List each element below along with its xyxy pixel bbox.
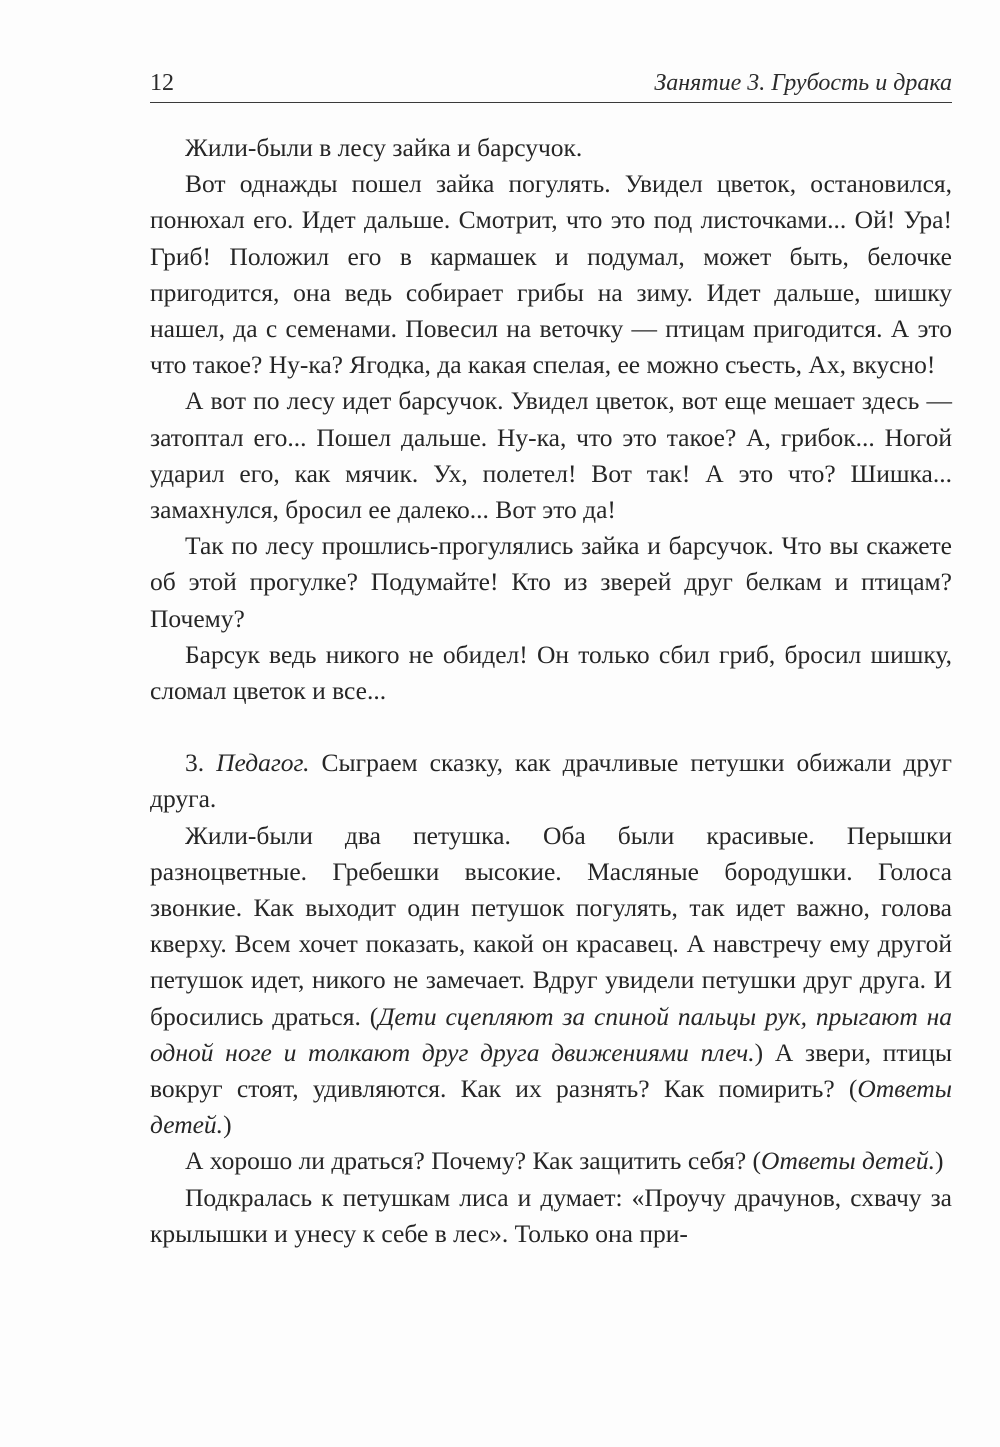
paragraph-text: )	[935, 1146, 944, 1176]
paragraph-text: Жили-были два петушка. Оба были красивые. Перышки разноцветные. Гребешки высокие. Масляные бородушки. Голоса звонкие. Как выходит один петушок погулять, так идет важно, голова кверху. Всем хочет показать, какой он красавец. А навстречу ему другой петушок идет, никого не замечает. Вдруг увидели петушки друг друга. И бросились драться. (	[150, 820, 952, 1031]
paragraph: Барсук ведь никого не обидел! Он только сбил гриб, бросил шишку, сломал цветок и все...	[150, 639, 952, 706]
running-title: Занятие 3. Грубость и драка	[654, 70, 952, 96]
intro-text: Сыграем сказку, как драчливые петушки обижали друг друга.	[150, 748, 952, 814]
stage-direction: Ответы детей.	[150, 1074, 952, 1140]
paragraph: Подкралась к петушкам лиса и думает: «Проучу драчунов, схвачу за крылышки и унесу к себе в лес». Только она при-	[150, 1182, 952, 1248]
speaker-label: Педагог.	[216, 748, 310, 778]
stage-direction: Ответы детей.	[761, 1146, 936, 1176]
paragraph: А вот по лесу идет барсучок. Увидел цветок, вот еще мешает здесь — затоптал его... Пошел дальше. Ну-ка, что это такое? А, грибок... Ногой ударил его, как мячик. Ух, полетел! Вот так! А это что? Шишка... замахнулся, бросил ее далеко... Вот это да!	[150, 386, 952, 525]
paragraph	[150, 1143, 952, 1179]
paragraph: Жили-были в лесу зайка и барсучок.	[185, 133, 583, 162]
page-header	[150, 68, 952, 103]
page-number: 12	[150, 70, 174, 96]
body-text	[150, 130, 952, 1252]
section-number: 3.	[185, 748, 205, 778]
paragraph-text: ) А звери, птицы вокруг стоят, удивляются. Как их разнять? Как помирить? (	[150, 1037, 952, 1104]
paragraph: Вот однажды пошел зайка погулять. Увидел цветок, остановился, понюхал его. Идет дальше. Смотрит, что это под листочками... Ой! Ура! Гриб! Положил его в кармашек и подумал, может быть, белочке пригодится, она ведь собирает грибы на зиму. Идет дальше, шишку нашел, да с семенами. Повесил на веточку — птицам пригодится. А это что такое? Ну-ка? Ягодка, да какая спелая, ее можно съесть, Ах, вкусно!	[150, 169, 952, 380]
paragraph-text: )	[223, 1110, 232, 1140]
section-3-intro	[150, 745, 952, 817]
stage-direction: Дети сцепляют за спиной пальцы рук, прыгают на одной ноге и толкают друг друга движениями плеч.	[150, 1001, 952, 1067]
paragraph	[150, 818, 952, 1144]
paragraph: Так по лесу прошлись-прогулялись зайка и барсучок. Что вы скажете об этой прогулке? Подумайте! Кто из зверей друг белкам и птицам? Почему?	[150, 531, 952, 633]
paragraph-text: А хорошо ли драться? Почему? Как защитить себя? (	[185, 1146, 762, 1176]
